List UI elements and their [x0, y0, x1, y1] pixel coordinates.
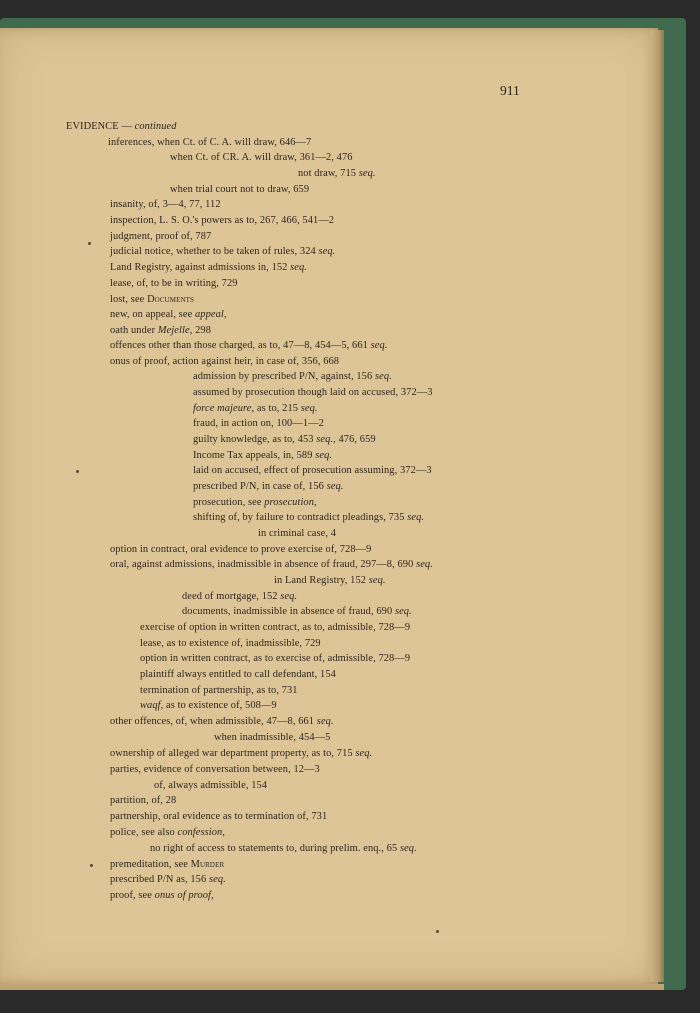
index-entry — [193, 497, 317, 508]
index-entry — [110, 559, 433, 570]
index-entry — [140, 638, 321, 649]
entry-text-main: Land Registry, against admissions in, 152 — [110, 262, 291, 273]
entry-text-italic: seq. — [318, 246, 336, 257]
entry-text-italic: seq. — [290, 262, 308, 273]
index-entry — [193, 403, 318, 414]
paper-spot — [76, 470, 79, 473]
index-entry — [110, 199, 221, 210]
entry-text-after: as to existence of, 508—9 — [163, 700, 277, 711]
page-number: 911 — [500, 83, 520, 98]
index-entry — [214, 732, 330, 743]
entry-text-main: when trial court not to draw, 659 — [170, 184, 310, 195]
entry-text-main: lost, see — [110, 294, 148, 305]
entry-text-main: option in written contract, as to exercise of, admissible, 728—9 — [140, 653, 411, 664]
index-entry — [110, 811, 327, 822]
entry-text-main: when inadmissible, 454—5 — [214, 732, 331, 743]
entry-text-main: judgment, proof of, 787 — [110, 231, 212, 242]
entry-text-main: new, on appeal, see — [110, 309, 195, 320]
entry-text-main: when Ct. of CR. A. will draw, 361—2, 476 — [170, 152, 353, 163]
index-entry — [110, 795, 176, 806]
entry-text-italic: seq. — [315, 450, 333, 461]
index-heading — [66, 121, 177, 132]
entry-text-main: guilty knowledge, as to, 453 — [193, 434, 317, 445]
entry-text-italic: Mejelle, — [157, 325, 193, 336]
entry-text-italic: seq. — [374, 371, 392, 382]
index-entry — [110, 827, 225, 838]
entry-text-main: fraud, in action on, 100—1—2 — [193, 418, 324, 429]
index-entry — [193, 481, 344, 492]
entry-text-italic: seq., — [316, 434, 336, 445]
entry-text-italic: seq. — [355, 748, 373, 759]
index-entry — [110, 294, 194, 305]
index-entry — [110, 325, 211, 336]
index-entry — [110, 748, 372, 759]
entry-text-main: in Land Registry, 152 — [274, 575, 369, 586]
entry-text-main: proof, see — [110, 890, 155, 901]
page-bottom-edge — [0, 984, 664, 990]
entry-text-main: inspection, L. S. O.'s powers as to, 267, 466, 541—2 — [110, 215, 335, 226]
index-entry — [140, 685, 298, 696]
index-entry — [140, 653, 410, 664]
entry-text-main: Income Tax appeals, in, 589 — [193, 450, 316, 461]
entry-text-italic: seq. — [399, 843, 417, 854]
paper-spot — [90, 864, 93, 867]
entry-text-main: partition, of, 28 — [110, 795, 177, 806]
index-entry — [193, 450, 332, 461]
index-entry — [182, 606, 412, 617]
index-entry — [110, 874, 226, 885]
entry-text-main: insanity, of, 3—4, 77, 112 — [110, 199, 221, 210]
entry-text-italic: seq. — [368, 575, 386, 586]
entry-text-italic: seq. — [326, 481, 344, 492]
entry-text-main: documents, inadmissible in absence of fraud, 690 — [182, 606, 395, 617]
entry-text-main: assumed by prosecution though laid on accused, 372—3 — [193, 387, 433, 398]
entry-text-main: prosecution, see — [193, 497, 265, 508]
index-entry — [110, 278, 238, 289]
index-entry — [193, 371, 392, 382]
index-entry — [193, 418, 324, 429]
entry-text-main: of, always admissible, 154 — [154, 780, 268, 791]
index-entry — [193, 465, 432, 476]
index-entry — [193, 434, 376, 445]
entry-text-main: exercise of option in written contract, as to, admissible, 728—9 — [140, 622, 411, 633]
index-entry — [110, 544, 371, 555]
index-entry — [154, 780, 267, 791]
entry-text-italic: seq. — [358, 168, 376, 179]
index-entry — [110, 246, 335, 257]
entry-text-main: in criminal case, 4 — [258, 528, 337, 539]
entry-text-main: inferences, when Ct. of C. A. will draw, 646—7 — [108, 137, 312, 148]
index-entry — [110, 340, 387, 351]
entry-text-after: 476, 659 — [335, 434, 376, 445]
index-entry — [140, 700, 277, 711]
entry-text-main: no right of access to statements to, during prelim. enq., 65 — [150, 843, 400, 854]
entry-text-main: other offences, of, when admissible, 47—8, 661 — [110, 716, 317, 727]
entry-text-main: admission by prescribed P/N, against, 156 — [193, 371, 375, 382]
entry-text-italic: prosecution, — [264, 497, 317, 508]
entry-text-main: shifting of, by failure to contradict pleadings, 735 — [193, 512, 408, 523]
entry-text-main: lease, as to existence of, inadmissible, 729 — [140, 638, 321, 649]
entry-text-main: deed of mortgage, 152 — [182, 591, 281, 602]
entry-text-main: lease, of, to be in writing, 729 — [110, 278, 238, 289]
index-entry — [108, 137, 311, 148]
entry-text-italic: seq. — [416, 559, 433, 570]
entry-text-main: prescribed P/N as, 156 — [110, 874, 209, 885]
entry-text-smallcaps: Murder — [190, 859, 225, 870]
index-entry — [258, 528, 336, 539]
entry-text-main: oral, against admissions, inadmissible in absence of fraud, 297—8, 690 — [110, 559, 417, 570]
index-entry — [140, 622, 410, 633]
index-entry — [110, 309, 227, 320]
index-entry — [110, 356, 339, 367]
entry-text-italic: seq. — [370, 340, 388, 351]
index-entry — [110, 859, 224, 870]
paper-spot — [88, 242, 91, 245]
index-entry — [110, 262, 307, 273]
entry-text-main: premeditation, see — [110, 859, 191, 870]
entry-text-italic: confession, — [177, 827, 226, 838]
entry-text-italic: seq. — [394, 606, 412, 617]
index-entry — [193, 512, 424, 523]
index-entry — [110, 890, 214, 901]
index-entry — [193, 387, 433, 398]
entry-text-italic: seq. — [208, 874, 226, 885]
entry-text-main: police, see also — [110, 827, 178, 838]
paper-spot — [436, 930, 439, 933]
entry-text-main: offences other than those charged, as to, 47—8, 454—5, 661 — [110, 340, 371, 351]
index-entry — [110, 215, 334, 226]
entry-text-main: plaintiff always entitled to call defendant, 154 — [140, 669, 336, 680]
entry-text-main: option in contract, oral evidence to prove exercise of, 728—9 — [110, 544, 372, 555]
entry-text-italic: seq. — [280, 591, 298, 602]
entry-text-after: as to, 215 — [254, 403, 301, 414]
entry-text-italic2: seq. — [300, 403, 318, 414]
entry-text-italic: seq. — [407, 512, 425, 523]
entry-text-main: parties, evidence of conversation between, 12—3 — [110, 764, 320, 775]
index-entry — [110, 231, 211, 242]
page-edge — [650, 30, 664, 982]
entry-text-smallcaps: Documents — [147, 294, 194, 305]
entry-text-main: partnership, oral evidence as to termination of, 731 — [110, 811, 328, 822]
entry-text-main: termination of partnership, as to, 731 — [140, 685, 298, 696]
entry-text-main: ownership of alleged war department property, as to, 715 — [110, 748, 356, 759]
index-entry — [298, 168, 376, 179]
index-entry — [170, 184, 309, 195]
entry-text-after: 298 — [192, 325, 211, 336]
entry-text-main: judicial notice, whether to be taken of rules, 324 — [110, 246, 319, 257]
entry-text-italic: waqf, — [140, 700, 164, 711]
index-entry — [274, 575, 386, 586]
entry-text-italic: seq. — [316, 716, 334, 727]
entry-text-main: not draw, 715 — [298, 168, 359, 179]
index-entry — [110, 716, 334, 727]
index-entry — [150, 843, 417, 854]
entry-text-italic: force majeure, — [193, 403, 255, 414]
entry-text-italic: appeal, — [195, 309, 227, 320]
entry-text-main: prescribed P/N, in case of, 156 — [193, 481, 327, 492]
index-entry — [182, 591, 297, 602]
index-entry — [170, 152, 353, 163]
index-entry — [140, 669, 336, 680]
entry-text-italic: continued — [134, 121, 177, 132]
entry-text-main: EVIDENCE — — [66, 121, 135, 132]
entry-text-main: laid on accused, effect of prosecution assuming, 372—3 — [193, 465, 432, 476]
entry-text-italic: onus of proof, — [154, 890, 214, 901]
index-entry — [110, 764, 320, 775]
entry-text-main: onus of proof, action against heir, in case of, 356, 668 — [110, 356, 340, 367]
entry-text-main: oath under — [110, 325, 158, 336]
